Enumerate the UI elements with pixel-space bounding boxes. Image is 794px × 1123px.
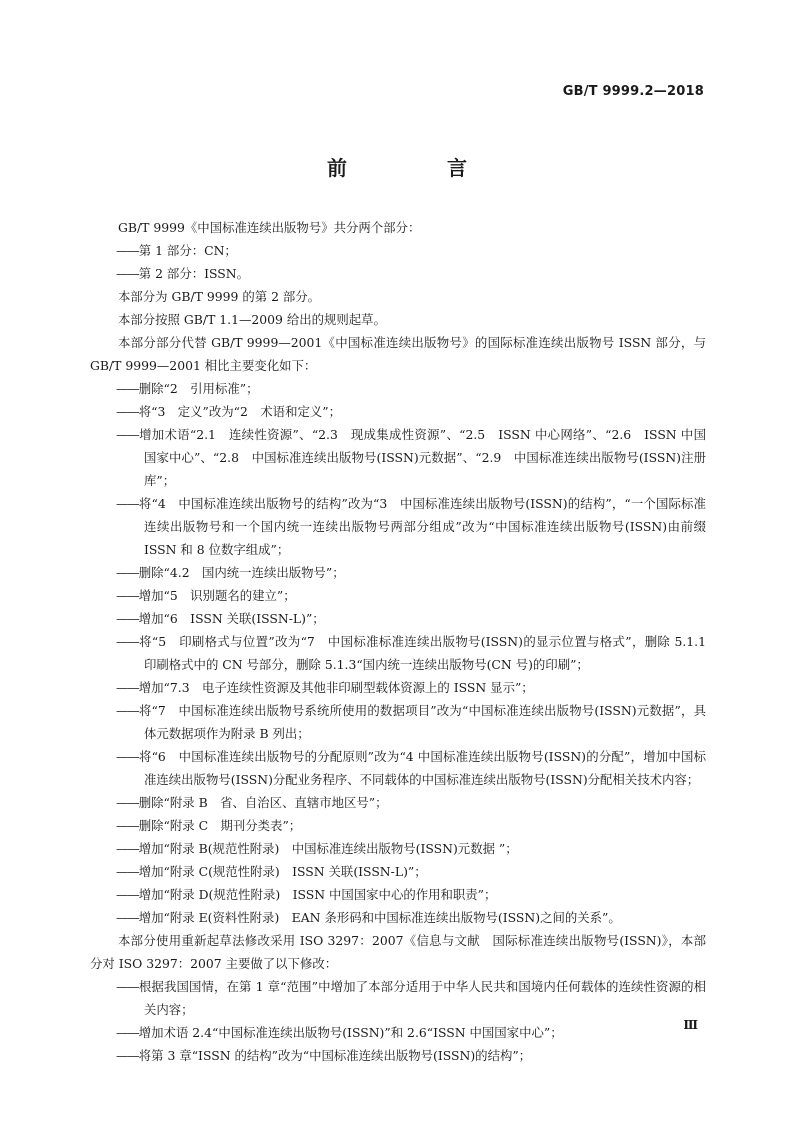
dash-item: —— 根据我国国情，在第 1 章“范围”中增加了本部分适用于中华人民共和国境内任何载体的连续性资源的相关内容； xyxy=(90,975,706,1021)
dash-item: —— 增加“附录 B(规范性附录) 中国标准连续出版物号(ISSN)元数据 ”； xyxy=(90,837,706,860)
dash-item: —— 第 1 部分：CN； xyxy=(90,239,706,262)
dash-item: —— 增加“5 识别题名的建立”； xyxy=(90,584,706,607)
standard-code: GB/T 9999.2—2018 xyxy=(562,84,704,99)
dash-item: —— 将“4 中国标准连续出版物号的结构”改为“3 中国标准连续出版物号(ISSN)的结构”，“一个国际标准连续出版物号和一个国内统一连续出版物号两部分组成”改为“中国标准连续出版物号(ISSN)由前缀 ISSN 和 8 位数字组成”； xyxy=(90,492,706,561)
dash-item: —— 删除“4.2 国内统一连续出版物号”； xyxy=(90,561,706,584)
dash-item: —— 将“3 定义”改为“2 术语和定义”； xyxy=(90,400,706,423)
dash-item: —— 将“5 印刷格式与位置”改为“7 中国标准标准连续出版物号(ISSN)的显示位置与格式”，删除 5.1.1 印刷格式中的 CN 号部分，删除 5.1.3“国内统一连续出版物号(CN 号)的印刷”； xyxy=(90,630,706,676)
dash-item: —— 增加“附录 C(规范性附录) ISSN 关联(ISSN-L)”； xyxy=(90,860,706,883)
dash-item: —— 将“6 中国标准连续出版物号的分配原则”改为“4 中国标准连续出版物号(ISSN)的分配”，增加中国标准连续出版物号(ISSN)分配业务程序、不同载体的中国标准连续出版物号(ISSN)分配相关技术内容； xyxy=(90,745,706,791)
page-number: Ⅲ xyxy=(683,1018,698,1032)
dash-item: —— 增加“7.3 电子连续性资源及其他非印刷型载体资源上的 ISSN 显示”； xyxy=(90,676,706,699)
dash-item: —— 第 2 部分：ISSN。 xyxy=(90,262,706,285)
paragraph: 本部分部分代替 GB/T 9999—2001《中国标准连续出版物号》的国际标准连续出版物号 ISSN 部分，与 GB/T 9999—2001 相比主要变化如下： xyxy=(90,335,706,373)
dash-item: —— 将“7 中国标准连续出版物号系统所使用的数据项目”改为“中国标准连续出版物号(ISSN)元数据”，具体元数据项作为附录 B 列出； xyxy=(90,699,706,745)
dash-item: —— 增加“6 ISSN 关联(ISSN-L)”； xyxy=(90,607,706,630)
page-title: 前 言 xyxy=(327,156,507,180)
paragraph: GB/T 9999《中国标准连续出版物号》共分两个部分： xyxy=(118,220,421,235)
dash-item: —— 增加“附录 D(规范性附录) ISSN 中国国家中心的作用和职责”； xyxy=(90,883,706,906)
dash-item: —— 删除“2 引用标准”； xyxy=(90,377,706,400)
dash-item: —— 将第 3 章“ISSN 的结构”改为“中国标准连续出版物号(ISSN)的结构”； xyxy=(90,1044,706,1067)
dash-item: —— 删除“附录 B 省、自治区、直辖市地区号”； xyxy=(90,791,706,814)
paragraph: 本部分使用重新起草法修改采用 ISO 3297：2007《信息与文献 国际标准连续出版物号(ISSN)》，本部分对 ISO 3297：2007 主要做了以下修改： xyxy=(90,933,706,971)
paragraph: 本部分为 GB/T 9999 的第 2 部分。 xyxy=(118,289,321,304)
dash-item: —— 增加术语“2.1 连续性资源”、“2.3 现成集成性资源”、“2.5 ISSN 中心网络”、“2.6 ISSN 中国国家中心”、“2.8 中国标准连续出版物号(ISSN)元数据”、“2.9 中国标准连续出版物号(ISSN)注册库”； xyxy=(90,423,706,492)
foreword-body xyxy=(90,216,706,1067)
dash-item: —— 增加“附录 E(资料性附录) EAN 条形码和中国标准连续出版物号(ISSN)之间的关系”。 xyxy=(90,906,706,929)
dash-item: —— 增加术语 2.4“中国标准连续出版物号(ISSN)”和 2.6“ISSN 中国国家中心”； xyxy=(90,1021,706,1044)
dash-item: —— 删除“附录 C 期刊分类表”； xyxy=(90,814,706,837)
paragraph: 本部分按照 GB/T 1.1—2009 给出的规则起草。 xyxy=(118,312,386,327)
